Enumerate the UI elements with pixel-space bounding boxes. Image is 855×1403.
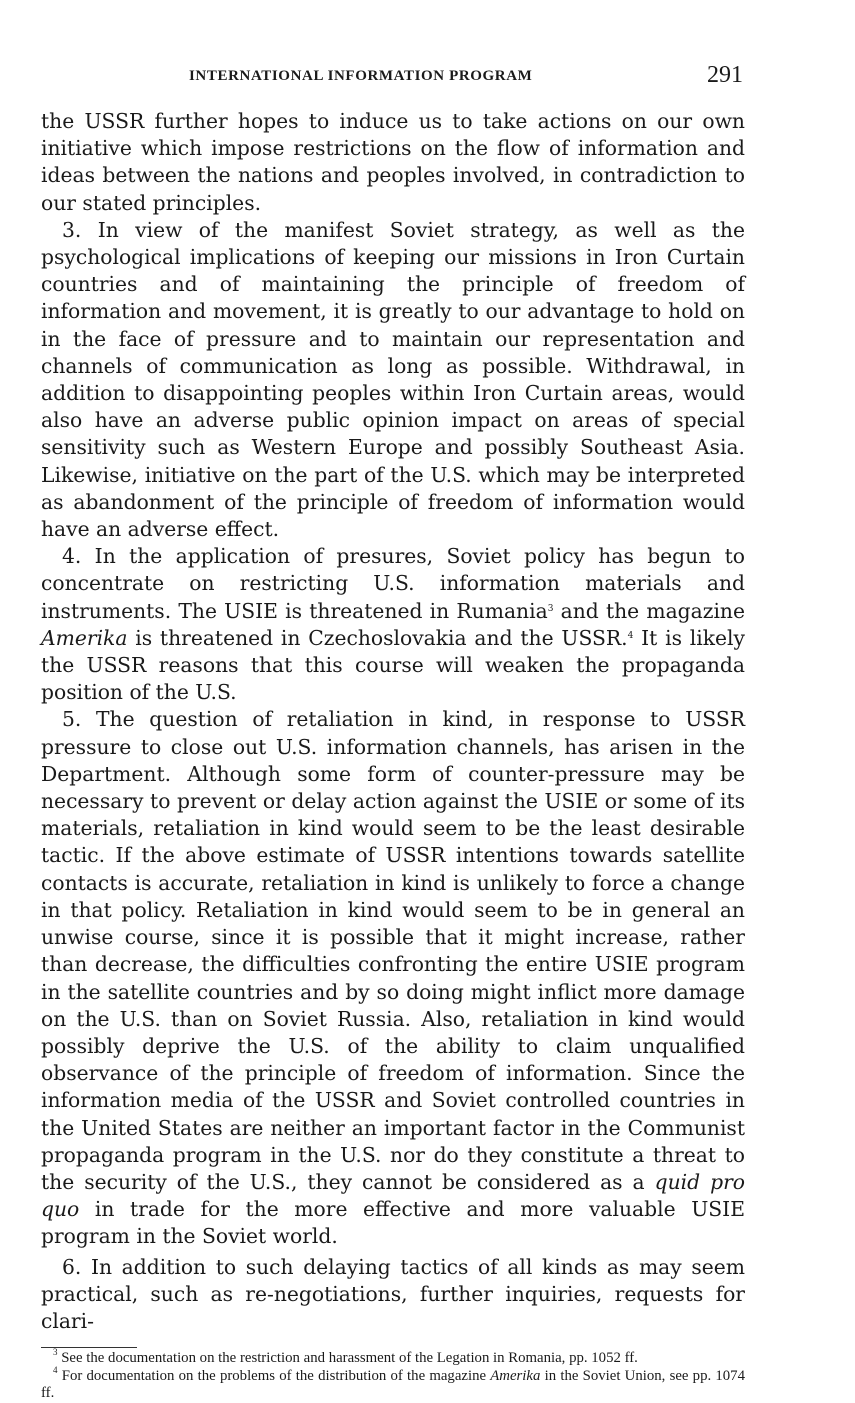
paragraph-4-text-c: is threatened in Czechoslovakia and the USSR. — [127, 625, 628, 650]
footnote-4 — [41, 1364, 745, 1403]
page-number: 291 — [707, 62, 743, 88]
footnote-4-magazine-title: Amerika — [490, 1367, 541, 1384]
footnote-ref-4: 4 — [627, 630, 634, 641]
paragraph-5-text-a: 5. The question of retaliation in kind, in response to USSR pressure to close out U.S. information channels, has arisen in the Department. Although some form of counter-pressure may be necessary to prevent or delay action against the USIE or some of its materials, retaliation in kind would seem to be the least desirable tactic. If the above estimate of USSR intentions towards satellite contacts is accurate, retaliation in kind is unlikely to force a change in that policy. Retaliation in kind would seem to be in general an unwise course, since it is possible that it might increase, rather than decrease, the difficulties confronting the entire USIE program in the satellite countries and by so doing might inflict more damage on the U.S. than on Soviet Russia. Also, retaliation in kind would possibly deprive the U.S. of the ability to claim unqualified observance of the principle of freedom of information. Since the information media of the USSR and Soviet controlled countries in the United States are neither an important factor in the Communist propaganda program in the U.S. nor do they constitute a threat to the security of the U.S., they cannot be considered as a — [41, 707, 745, 1194]
paragraph-5 — [41, 706, 745, 1250]
footnote-4-text-a: For documentation on the problems of the distribution of the magazine — [57, 1367, 491, 1384]
footnotes — [41, 1347, 745, 1403]
paragraph-6: 6. In addition to such delaying tactics of all kinds as may seem practical, such as re-negotiations, further inquiries, requests for clari- — [41, 1254, 745, 1333]
footnote-4-text-b: in the Soviet Union, see pp. 1074 ff. — [41, 1367, 745, 1402]
latin-phrase: quid pro quo — [41, 1169, 746, 1222]
body-text — [41, 108, 745, 1335]
footnote-ref-3: 3 — [547, 603, 554, 614]
paragraph-4-text-b: and the magazine — [553, 598, 745, 623]
paragraph-3: 3. In view of the manifest Soviet strategy, as well as the psychological implications of keeping our missions in Iron Curtain countries and of maintaining the principle of freedom of information and movement, it is greatly to our advantage to hold on in the face of pressure and to maintain our representation and channels of communication as long as possible. Withdrawal, in addition to disappointing peoples within Iron Curtain areas, would also have an adverse public opinion impact on areas of special sensitivity such as Western Europe and possibly Southeast Asia. Likewise, initiative on the part of the U.S. which may be interpreted as abandonment of the principle of freedom of information would have an adverse effect. — [41, 217, 745, 542]
paragraph-4-text-a: 4. In the application of presures, Soviet policy has begun to concentrate on restricting U.S. information materials and instruments. The USIE is threatened in Rumania — [41, 544, 745, 623]
footnote-3-text: See the documentation on the restriction and harassment of the Legation in Romania, pp. 1052 ff. — [57, 1350, 638, 1367]
paragraph-5-text-b: in trade for the more effective and more valuable USIE program in the Soviet world. — [41, 1197, 745, 1249]
paragraph-4-text-d: It is likely the USSR reasons that this course will weaken the propaganda position of the U.S. — [41, 625, 745, 705]
footnote-4-mark: 4 — [53, 1364, 58, 1375]
running-head: INTERNATIONAL INFORMATION PROGRAM — [189, 68, 533, 84]
magazine-title: Amerika — [41, 625, 128, 650]
footnote-3 — [41, 1347, 745, 1368]
page-header — [41, 60, 745, 96]
document-page — [41, 60, 745, 1403]
footnote-3-mark: 3 — [53, 1347, 58, 1358]
paragraph-continuation: the USSR further hopes to induce us to take actions on our own initiative which impose restrictions on the flow of information and ideas between the nations and peoples involved, in contradiction to our stated principles. — [41, 109, 745, 215]
paragraph-4 — [41, 543, 745, 706]
